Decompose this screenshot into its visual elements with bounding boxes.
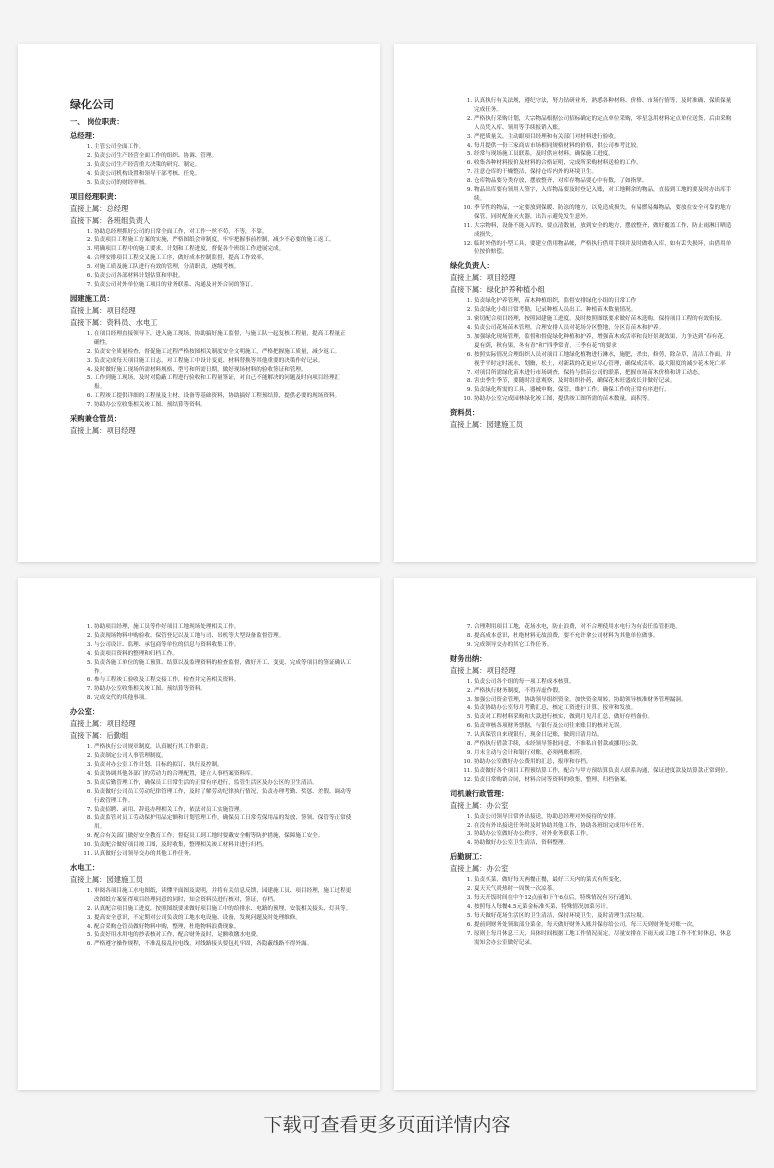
list-item: 2. 负责绿化小组日常考勤，记录种植人员出工、种植苗木数量情况。	[474, 306, 732, 315]
list-item: 9. 物品出库要有领用人签字，入库物品要及时登记入账，对工地剩余的物品，直接到工地的要及时办出库手续。	[474, 186, 732, 204]
list-item: 4. 及时做好施工现场所需材料规格、型号和所需日期，做好现场材料的验收签证和管理。	[94, 366, 350, 375]
list-item: 5. 对施工质及施工队进行有效的管理，分清职责，逐级考核。	[94, 263, 350, 272]
list-item: 4. 负责公司机构设置和领导干部考核、任免。	[94, 170, 350, 179]
list-item: 4. 合理安排项目工程交叉施工工序，做好成本控制监督，提高工作效率。	[94, 254, 350, 263]
list-item: 7. 合理利用项目工地，花场水电，防止浪费，对不合理使用水电行为有责任监管拒绝。	[474, 623, 732, 632]
list-item: 11. 负责做好各个项目工程预结算工作，配合与甲方预结算负责人联系沟通，保证进度款及结算款正常到位。	[474, 767, 732, 776]
list-item: 10. 协助办公室完成园林绿化竣工图，提供竣工图所需的苗木数量，面积等。	[474, 395, 732, 404]
finance-superior: 直接上属：项目经理	[450, 665, 516, 675]
list-item: 5. 每天做好花场生活区的卫生清洁，保持环境卫生，及时清理生活垃圾。	[474, 912, 732, 921]
list-item: 2. 在没有外出接送任务时及时协助其他工作，协助各班组完成用车任务。	[474, 822, 732, 831]
office-duties-list	[70, 743, 352, 859]
list-item: 1. 审阅各项目施工水电图纸，读懂平面图及说明，并将有关信息反馈，园建施工员、项目经理，施工过程更改图纸方案征得项目经理同意的同时，知会资料员进行核对，签证，存档。	[94, 887, 352, 905]
list-item: 5. 负责各施工单位的施工预算、结算以及监理资料的检查监督，做好开工、变更、完成等项目的签证确认工作。	[94, 659, 352, 677]
list-item: 2. 严格执行采购计划，大宗物品根据公司招标确定的定点单位采购，零星急用材料定点单位送货，后由采购人员凭入库、领用等手续报销入账。	[474, 115, 732, 133]
list-item: 7. 原则上每月休息三天，具体时间根据工地工作情况而定，尽量安排在下雨天或工地工作不忙时休息，休息需知会办公室做好记录。	[474, 930, 732, 948]
list-item: 8. 提高成本意识，杜绝材料无故浪费，要不允许拿公司材料为其他单位做事。	[474, 632, 732, 641]
cook-heading: 后勤厨工：	[450, 852, 487, 862]
list-item: 1. 认真执行有关法规，遵纪守法，努力钻研业务，熟悉各种材料、价格、市场行情等，及时准确、保质保量完成任务。	[474, 97, 732, 115]
list-item: 6. 提前到财务处领取部分菜金，每天做好财务入账并保存给公司，每三天到财务处对账一次。	[474, 921, 732, 930]
list-item: 4. 按照每人每餐4.5元菜金标准买菜，特殊情况加菜另计。	[474, 903, 732, 912]
data-clerk-heading: 资料员：	[450, 408, 480, 418]
list-item: 3. 每天开饭时间在中午12点前和下午6点后，特殊情况有另行通知。	[474, 894, 732, 903]
list-item: 6. 工程竣工提供详细的工程量及主材、设备等基础资料，协助搞好工程预结算，提供必要的现场资料。	[94, 392, 350, 401]
list-item: 7. 认真保管自来现银行，现金日记账，做到日清月结。	[474, 731, 732, 740]
list-item: 11. 认真做好公司领导交办的其他工作任务。	[94, 850, 352, 859]
list-item: 2. 负责公司生产经营全面工作的组织、协调、管理。	[94, 152, 350, 161]
list-item: 6. 负责审核各项财务票据，与银行及公司往来账目的核对无误。	[474, 722, 732, 731]
list-item: 7. 负责招聘、录用、辞退办理相关工作，依法对员工实施管理。	[94, 806, 352, 815]
list-item: 10. 协助办公室做好办公费用的汇总，报审和存档。	[474, 758, 732, 767]
cook-superior: 直接上属：办公室	[450, 864, 509, 874]
list-item: 4. 负责公司花场苗木管理，合理安排人员对花场分区整地，分区育苗木和护养。	[474, 324, 732, 333]
list-item: 2. 负责项目工程施工方案的实施，严格图纸会审制度，牢牢把握事前控制，减少不必要的施工返工。	[94, 236, 350, 245]
greening-subordinate: 直接下属：绿化护养种植小组	[450, 285, 545, 295]
list-item: 3. 负责公司生产经营重大决策的研究、制定。	[94, 161, 350, 170]
list-item: 5. 负责后勤管理工作，确保员工日常生活的正常有序进行，监管生活区及办公区的卫生清洁。	[94, 779, 352, 788]
pm-heading: 项目经理职责：	[70, 191, 122, 201]
list-item: 1. 负责绿化护养管理，苗木种植组织，监督安排绿化小组的日常工作	[474, 297, 732, 306]
electrician-duties-continued-list	[450, 623, 732, 650]
document-title: 绿化公司	[70, 98, 114, 111]
electrician-superior: 直接上属：园建施工员	[70, 874, 143, 884]
electrician-duties-list	[70, 887, 352, 949]
list-item: 5. 负责公司的财经审核。	[94, 179, 350, 188]
list-item: 3. 密切配合项目经理，按照园建施工进度，及时按照图纸要求做好苗木选购，保持项目工程的有效衔接。	[474, 315, 732, 324]
finance-heading: 财务出纳：	[450, 653, 487, 663]
list-item: 5. 负责好用水用电的抄表核对工作，配合财务及时，足额收缴水电费。	[94, 931, 352, 940]
document-page-4	[394, 578, 756, 1090]
list-item: 8. 仓库物品要分类存放，摆放整齐，对库存物品要心中有数，了如指掌。	[474, 177, 732, 186]
list-item: 7. 对项目所需绿化苗木进行市场调查，保持与供苗公司的联系，把握市场苗木价格和讲工动态。	[474, 369, 732, 378]
list-item: 9. 月末主动与会计和银行对账，必须两账相符。	[474, 749, 732, 758]
list-item: 3. 负责对办公室工作计划、目标的拟订、执行及控制。	[94, 761, 352, 770]
list-item: 1. 负责公司各个组的每一项工程成本核算。	[474, 678, 732, 687]
section-heading: 一、 岗位职责：	[70, 117, 124, 126]
list-item: 1. 协助项目经理，施工员等作好项目工地现场处理相关工作。	[94, 623, 352, 632]
list-item: 10. 负责配合做好项目竣工图，及时收集，整理相关竣工材料并进行归档。	[94, 841, 352, 850]
list-item: 1. 在项目经理直接领导下，进入施工现场，协助搞好施工监督，与施工队一起复核工程量，提高工程量正确性。	[94, 330, 350, 348]
list-item: 7. 协助办公室收集相关竣工图、预结算等资料。	[94, 685, 352, 694]
list-item: 10. 季节性的物品，一定要放到保暖、防冻的地方，以免造成损失，有易燃易爆物品，要放在安全可靠的地方保管，同时配备灭火器，出告示避免发生意外。	[474, 204, 732, 222]
greening-heading: 绿化负责人：	[450, 261, 494, 271]
list-item: 7. 负责公司对外单位施工项目的业务联系、沟通及对外合同的签订。	[94, 281, 350, 290]
list-item: 2. 负责安全质量检查，督促施工过程严格按图相关制度安全文明施工，严格把握施工质量，减少返工。	[94, 348, 350, 357]
builder-subordinate: 直接下属：资料员、水电工	[70, 317, 158, 327]
list-item: 6. 严格遵守操作规程，不准乱接乱拉电线，对线路接头要包扎牢固，各隐蔽线路不得外露。	[94, 940, 352, 949]
list-item: 1. 负责公司领导日常外出接送，协助总经理对外接待的安排。	[474, 813, 732, 822]
list-item: 4. 协助做好办公室卫生清洁，资料整理。	[474, 839, 732, 848]
cook-duties-list	[450, 876, 732, 947]
list-item: 6. 收集各种材料报价及材料的合格证明，完成所采购材料送检的工作。	[474, 159, 732, 168]
list-item: 3. 提高安全意识，不定期对公司负责的工地水电设施、设备，发现问题及时处理维修。	[94, 914, 352, 923]
list-item: 4. 每月提供一份三家商店市场相同规格材料的价格，供公司参考比较。	[474, 142, 732, 151]
list-item: 1. 负责买菜，做好每天两餐正餐，最好三天内的菜式有所变化，	[474, 876, 732, 885]
office-heading: 办公室：	[70, 707, 100, 717]
pm-subordinate: 直接下属：各班组负责人	[70, 215, 151, 225]
list-item: 2. 夏天天气炎热时一周煲一次凉茶。	[474, 885, 732, 894]
office-superior: 直接上属：项目经理	[70, 719, 136, 729]
gm-duties-list	[70, 143, 350, 188]
list-item: 12. 负责日常购销合同，材料合同等资料的收集，整理，归档备案。	[474, 776, 732, 785]
pm-superior: 直接上属：总经理	[70, 203, 129, 213]
list-item: 3. 严把质量关，主动跟项目经理和有关部门对材料进行验收。	[474, 133, 732, 142]
list-item: 1. 协助总经理抓好公司的日常全面工作，对工作一丝不苟，不等，不靠。	[94, 228, 350, 237]
list-item: 2. 严格执行财务制度，不得弄虚作假。	[474, 687, 732, 696]
view-more-caption[interactable]: 下载可查看更多页面详情内容	[263, 1114, 511, 1136]
greening-superior: 直接上属：项目经理	[450, 273, 516, 283]
list-item: 3. 协助办公室做好办公秩序，对外业务联系工作。	[474, 830, 732, 839]
list-item: 2. 负责现场物料申购验收、保管登记以及工地与司、吊机等大型设备监督管理。	[94, 632, 352, 641]
document-page-3	[18, 578, 380, 1090]
list-item: 4. 配合采购仓管员做好物料申购，整理，杜绝物料浪费现象。	[94, 923, 352, 932]
driver-superior: 直接上属：办公室	[450, 800, 509, 810]
buyer-duties-list	[450, 97, 732, 257]
list-item: 6. 负责做好公司员工劳动纪律管理工作，及时了解劳动纪律执行情况，负责办理考勤、奖惩、差假、调动等行政管理工作。	[94, 788, 352, 806]
data-clerk-superior: 直接上属：园建施工员	[450, 420, 523, 430]
list-item: 9. 负责绿化所需的工具、器械申购，保管，维护工作，确保工作的正常有序进行。	[474, 386, 732, 395]
list-item: 8. 严格执行借款手续，未经领导签批同意，不准私自借款或挪用公款。	[474, 740, 732, 749]
electrician-heading: 水电工：	[70, 862, 100, 872]
list-item: 3. 明确项目工程中的施工要求，计划和工程进度，督促各个班组工作进展完成。	[94, 245, 350, 254]
driver-heading: 司机兼行政管理：	[450, 788, 509, 798]
list-item: 6. 参与工程竣工验收及工程交接工作，检查并完善相关资料。	[94, 676, 352, 685]
list-item: 3. 加强公司资金管理，协助领导组织资金，加快资金周转，协助领导核准财务管理漏洞。	[474, 696, 732, 705]
list-item: 9. 配合有关部门做好安全教育工作，督促员工到工地时要戴安全帽等防护措施，保障施工安全。	[94, 832, 352, 841]
list-item: 3. 与公司设计、监理、承包商等单位的信息与资料收集工作。	[94, 641, 352, 650]
list-item: 8. 负责监管对员工劳动保护用品定额和计划管理工作，确保员工日常劳保用品的发放、签领、保管等正常使用。	[94, 814, 352, 832]
list-item: 6. 负责公司各部材料计划估算和审批。	[94, 272, 350, 281]
greening-duties-list	[450, 297, 732, 404]
builder-duties-list	[70, 330, 350, 410]
list-item: 2. 认真配合项目施工进度，按照图纸要求做好项目施工中的给排水、电路的预埋，安装相关接头、灯具等。	[94, 905, 352, 914]
driver-duties-list	[450, 813, 732, 849]
list-item: 9. 完成领导交办的其它工作任务。	[474, 641, 732, 650]
data-clerk-duties-list	[70, 623, 352, 703]
builder-heading: 园建施工员：	[70, 293, 114, 303]
list-item: 8. 完成交代的其他事项。	[94, 694, 352, 703]
list-item: 1. 主管公司全面工作。	[94, 143, 350, 152]
list-item: 4. 负责项目资料的整理和归档工作。	[94, 650, 352, 659]
list-item: 2. 负责制定公司人事管理制度。	[94, 752, 352, 761]
list-item: 7. 注意仓库的干燥整洁，保持仓库内外的环境卫生。	[474, 168, 732, 177]
buyer-superior: 直接上属：项目经理	[70, 426, 136, 436]
list-item: 7. 协助办公室收集相关竣工图、预结算等资料。	[94, 401, 350, 410]
list-item: 4. 负责协助办公室每月考勤汇总，核定工资进行计算，报审和发放。	[474, 704, 732, 713]
list-item: 5. 负责对工程材料采购和大款进行核实，做到月见月汇总，做好存档备份。	[474, 713, 732, 722]
list-item: 5. 经常与现场施工员联系，及时供应材料，确保施工进度。	[474, 150, 732, 159]
buyer-heading: 采购兼仓管员：	[70, 414, 122, 424]
finance-duties-list	[450, 678, 732, 785]
list-item: 1. 严格执行公司规章制度，认真履行其工作职责；	[94, 743, 352, 752]
list-item: 8. 害虫季生季节，要随时注意观察，及时组织扑药，确保花木旺盛成长并做好记录。	[474, 377, 732, 386]
office-subordinate: 直接下属：后勤组	[70, 731, 129, 741]
gm-heading: 总经理：	[70, 131, 100, 140]
list-item: 11. 大宗物料，设备不能入库的，要点清数量，放到安全的地方，摆放整齐，做好覆盖工作，防止雨淋日晒造成损失。	[474, 222, 732, 240]
pm-duties-list	[70, 228, 350, 290]
list-item: 6. 按照实际情况合理组织人员对项目工地绿化植物进行淋水，施肥，杀虫，修剪，除杂草，清洁工作面，并视乎平时定时流水，划幽，松土，对新栽的花更应尽心管理，确保成活率，最大限度的减少花木死亡率	[474, 351, 732, 369]
list-item: 3. 负责完成每天项目施工日志，对工程施工中设计变更、材料替换等其他重要的决策作好记录。	[94, 357, 350, 366]
document-page-2	[394, 44, 756, 562]
list-item: 4. 负责协调其他各部门的劳动力的合理配置，建立人事档案资料库。	[94, 770, 352, 779]
builder-superior: 直接上属：项目经理	[70, 305, 136, 315]
list-item: 5. 加强绿化现场管理，监督和督促绿化种植和护养，增强苗木成活率和良好景观效果，力争达到“春有花，夏有荫，秋有果，冬有青”和“四季常青，三季有花”的要求	[474, 333, 732, 351]
list-item: 12. 临时外借的小型工具，要建立借用物品帐，严格执行借用手续并及时做收入库，如有丢失损坏，由借用单位按价赔偿。	[474, 240, 732, 258]
list-item: 5. 工作到施工现场，及时对隐蔽工程进行验收和工程量签证，对自己不能解决的问题及时向项目经理汇报。	[94, 374, 350, 392]
document-page-1	[18, 44, 380, 562]
